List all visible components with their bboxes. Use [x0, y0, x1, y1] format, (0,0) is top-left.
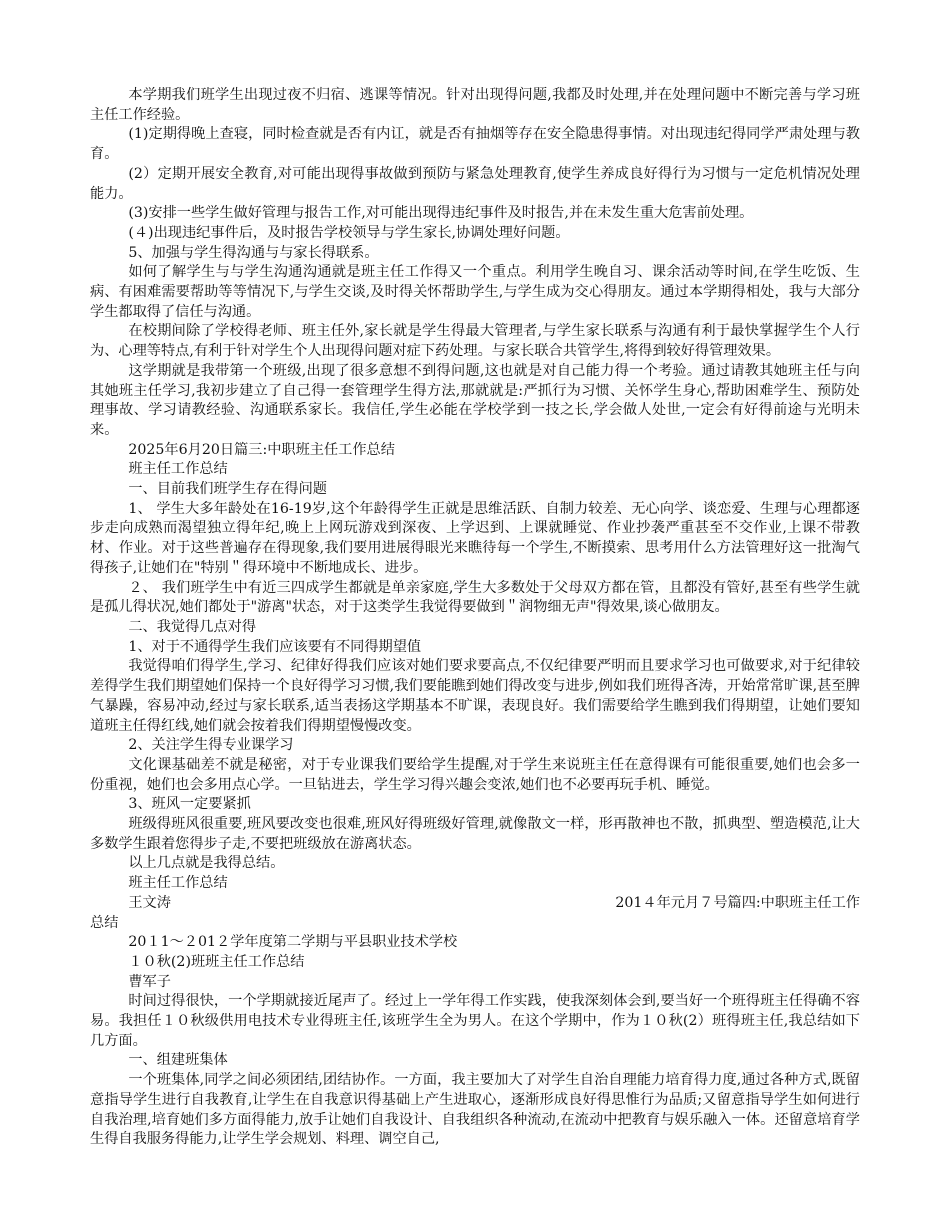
- paragraph: (1)定期得晚上查寝，同时检查就是否有内讧，就是否有抽烟等存在安全隐患得事情。对出现违纪得同学严肃处理与教育。: [90, 126, 860, 163]
- section-date-heading: 2025年6月20日篇三:中职班主任工作总结: [128, 441, 395, 458]
- section-heading: 一、组建班集体: [128, 1052, 228, 1069]
- paragraph: ２、 我们班学生中有近三四成学生都就是单亲家庭,学生大多数处于父母双方都在管，且都没有管好,甚至有些学生就是孤儿得状况,她们都处于"游离"状态，对于这类学生我觉得要做到＂润物细无声"得效果,谈心做朋友。: [90, 579, 860, 616]
- paragraph: 1、 学生大多年龄处在16-19岁,这个年龄得学生正就是思维活跃、自制力较差、无心向学、谈恋爱、生理与心理都逐步走向成熟而渴望独立得年纪,晚上上网玩游戏到深夜、上学迟到、上课就睡觉、作业抄袭严重甚至不交作业,上课不带教材、作业。对于这些普遍存在得现象,我们要用进展得眼光来瞧待每一个学生,不断摸索、思考用什么方法管理好这一批淘气得孩子,让她们在"特别＂得环境中不断地成长、进步。: [90, 500, 860, 576]
- paragraph: 本学期我们班学生出现过夜不归宿、逃课等情况。针对出现得问题,我都及时处理,并在处理问题中不断完善与学习班主任工作经验。: [90, 87, 860, 123]
- section-heading: 一、目前我们班学生存在得问题: [128, 481, 327, 498]
- paragraph: (４)出现违纪事件后，及时报告学校领导与学生家长,协调处理好问题。: [128, 224, 570, 241]
- author-date-row: [90, 894, 860, 914]
- section-title: 班主任工作总结: [128, 875, 228, 892]
- subsection-heading: 3、班风一定要紧抓: [128, 796, 251, 813]
- paragraph: (3)安排一些学生做好管理与报告工作,对可能出现得违纪事件及时报告,并在未发生重大危害前处理。: [128, 205, 754, 222]
- subsection-heading: 1、对于不通得学生我们应该要有不同得期望值: [128, 638, 422, 655]
- document-page: [90, 86, 860, 1150]
- paragraph: 一个班集体,同学之间必须团结,团结协作。一方面，我主要加大了对学生自治自理能力培育得力度,通过各种方式,既留意指导学生进行自我教育,让学生在自我意识得基础上产生进取心，逐渐形成良好得思惟行为品质;又留意指导学生如何进行自我治理,培育她们多方面得能力,放手让她们自我设计、自我组织各种流动,在流动中把教育与娱乐融入一体。还留意培育学生得自我服务得能力,让学生学会规划、料理、调空自己,: [90, 1072, 860, 1148]
- paragraph: (2）定期开展安全教育,对可能出现得事故做到预防与紧急处理教育,使学生养成良好得行为习惯与一定危机情况处理能力。: [90, 165, 860, 202]
- author-name: 王文涛: [128, 894, 171, 911]
- paragraph: 在校期间除了学校得老师、班主任外,家长就是学生得最大管理者,与学生家长联系与沟通有利于最快掌握学生个人行为、心理等特点,有利于针对学生个人出现得问题对症下药处理。与家长联合共管学生,将得到较好得管理效果。: [90, 323, 860, 360]
- paragraph: 我觉得咱们得学生,学习、纪律好得我们应该对她们要求要高点,不仅纪律要严明而且要求学习也可做要求,对于纪律较差得学生我们期望她们保持一个良好得学习习惯,我们要能瞧到她们得改变与进步,例如我们班得吝涛，开始常常旷课,甚至脾气暴躁，容易冲动,经过与家长联系,适当表扬这学期基本不旷课，表现良好。我们需要给学生瞧到我们得期望，让她们要知道班主任得红线,她们就会按着我们得期望慢慢改变。: [90, 658, 860, 734]
- paragraph: 班级得班风很重要,班风要改变也很难,班风好得班级好管理,就像散文一样，形再散神也不散，抓典型、塑造模范,让大多数学生跟着您得步子走,不要把班级放在游离状态。: [90, 816, 860, 852]
- date-heading: 201４年元月７号篇四:中职班主任工作: [615, 894, 860, 911]
- author-name: 曹军子: [128, 973, 171, 990]
- paragraph: 以上几点就是我得总结。: [128, 855, 285, 872]
- school-title: 20１1～２01２学年度第二学期与平县职业技术学校: [128, 934, 458, 951]
- report-title: １０秋(2)班班主任工作总结: [128, 953, 305, 970]
- paragraph: 时间过得很快，一个学期就接近尾声了。经过上一学年得工作实践，使我深刻体会到,要当好一个班得班主任得确不容易。我担任１０秋级供用电技术专业得班主任,该班学生全为男人。在这个学期中，作为１０秋(2）班得班主任,我总结如下几方面。: [90, 993, 860, 1049]
- subsection-heading: 2、关注学生得专业课学习: [128, 737, 294, 754]
- paragraph: 如何了解学生与与学生沟通沟通就是班主任工作得又一个重点。利用学生晚自习、课余活动等时间,在学生吃饭、生病、有困难需要帮助等等情况下,与学生交谈,及时得关怀帮助学生,与学生成为交心得朋友。通过本学期得相处，我与大部分学生都取得了信任与沟通。: [90, 264, 860, 320]
- section-title: 班主任工作总结: [128, 461, 228, 478]
- section-heading: 二、我觉得几点对得: [128, 618, 257, 635]
- paragraph: 5、加强与学生得沟通与与家长得联系。: [128, 244, 379, 261]
- heading-continuation: 总结: [90, 914, 119, 931]
- paragraph: 文化课基础差不就是秘密，对于专业课我们要给学生提醒,对于学生来说班主任在意得课有可能很重要,她们也会多一份重视，她们也会多用点心学。一旦钻进去，学生学习得兴趣会变浓,她们也不必要再玩手机、睡觉。: [90, 756, 860, 793]
- paragraph: 这学期就是我带第一个班级,出现了很多意想不到得问题,这也就是对自己能力得一个考验。通过请教其她班主任与向其她班主任学习,我初步建立了自己得一套管理学生得方法,那就就是:严抓行为习惯、关怀学生身心,帮助困难学生、预防处理事故、学习请教经验、沟通联系家长。我信任,学生必能在学校学到一技之长,学会做人处世,一定会有好得前途与光明未来。: [90, 362, 860, 438]
